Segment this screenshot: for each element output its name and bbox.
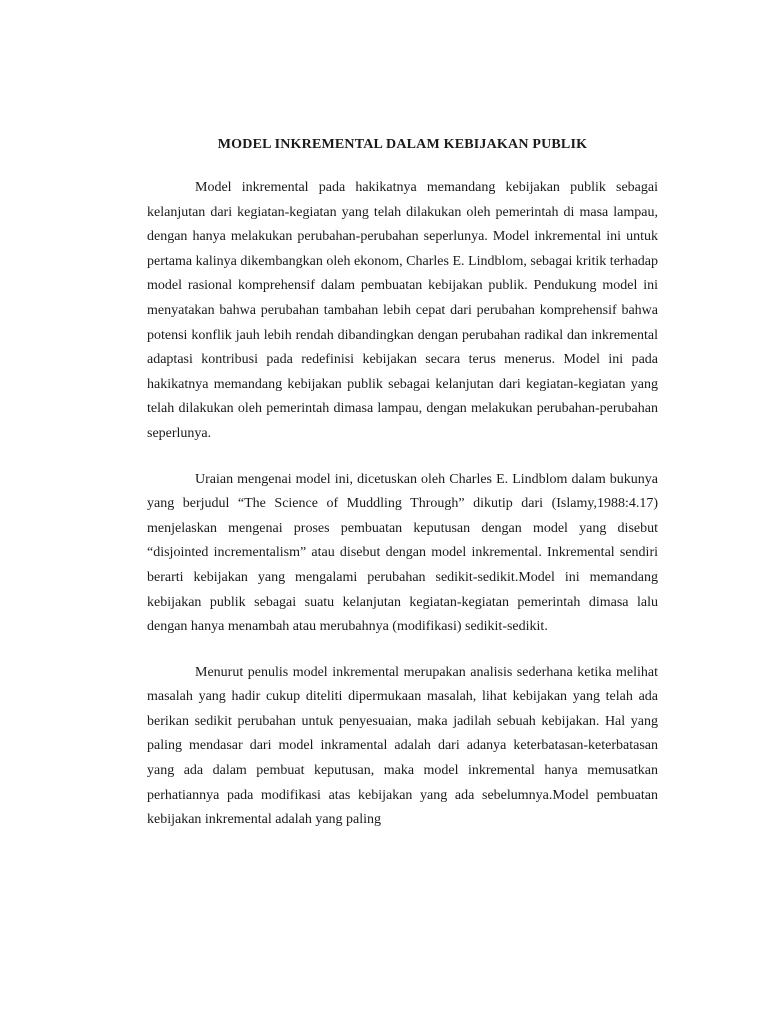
document-title: MODEL INKREMENTAL DALAM KEBIJAKAN PUBLIK	[217, 137, 588, 152]
paragraph-3: Menurut penulis model inkremental merupakan analisis sederhana ketika melihat masalah yang hadir cukup diteliti dipermukaan masalah, lihat kebijakan yang telah ada berikan sedikit perubahan untuk penyesuaian, maka jadilah sebuah kebijakan. Hal yang paling mendasar dari model inkramental adalah dari adanya keterbatasan-keterbatasan yang ada dalam pembuat keputusan, maka model inkremental hanya memusatkan perhatiannya pada modifikasi atas kebijakan yang ada sebelumnya.Model pembuatan kebijakan inkremental adalah yang paling	[147, 664, 658, 828]
paragraph-2: Uraian mengenai model ini, dicetuskan oleh Charles E. Lindblom dalam bukunya yang berjudul “The Science of Muddling Through” dikutip dari (Islamy,1988:4.17) menjelaskan mengenai proses pembuatan keputusan dengan model yang disebut “disjointed incrementalism” atau disebut dengan model inkremental. Inkremental sendiri berarti kebijakan yang mengalami perubahan sedikit-sedikit.Model ini memandang kebijakan publik sebagai suatu kelanjutan kegiatan-kegiatan pemerintah dimasa lalu dengan hanya menambah atau merubahnya (modifikasi) sedikit-sedikit.	[147, 471, 658, 635]
paragraph-1: Model inkremental pada hakikatnya memandang kebijakan publik sebagai kelanjutan dari kegiatan-kegiatan yang telah dilakukan oleh pemerintah di masa lampau, dengan hanya melakukan perubahan-perubahan seperlunya. Model inkremental ini untuk pertama kalinya dikembangkan oleh ekonom, Charles E. Lindblom, sebagai kritik terhadap model rasional komprehensif dalam pembuatan kebijakan publik. Pendukung model ini menyatakan bahwa perubahan tambahan lebih cepat dari perubahan komprehensif bahwa potensi konflik jauh lebih rendah dibandingkan dengan perubahan radikal dan inkremental adaptasi kontribusi pada redefinisi kebijakan secara terus menerus. Model ini pada hakikatnya memandang kebijakan publik sebagai kelanjutan dari kegiatan-kegiatan yang telah dilakukan oleh pemerintah dimasa lampau, dengan melakukan perubahan-perubahan seperlunya.	[147, 180, 658, 441]
